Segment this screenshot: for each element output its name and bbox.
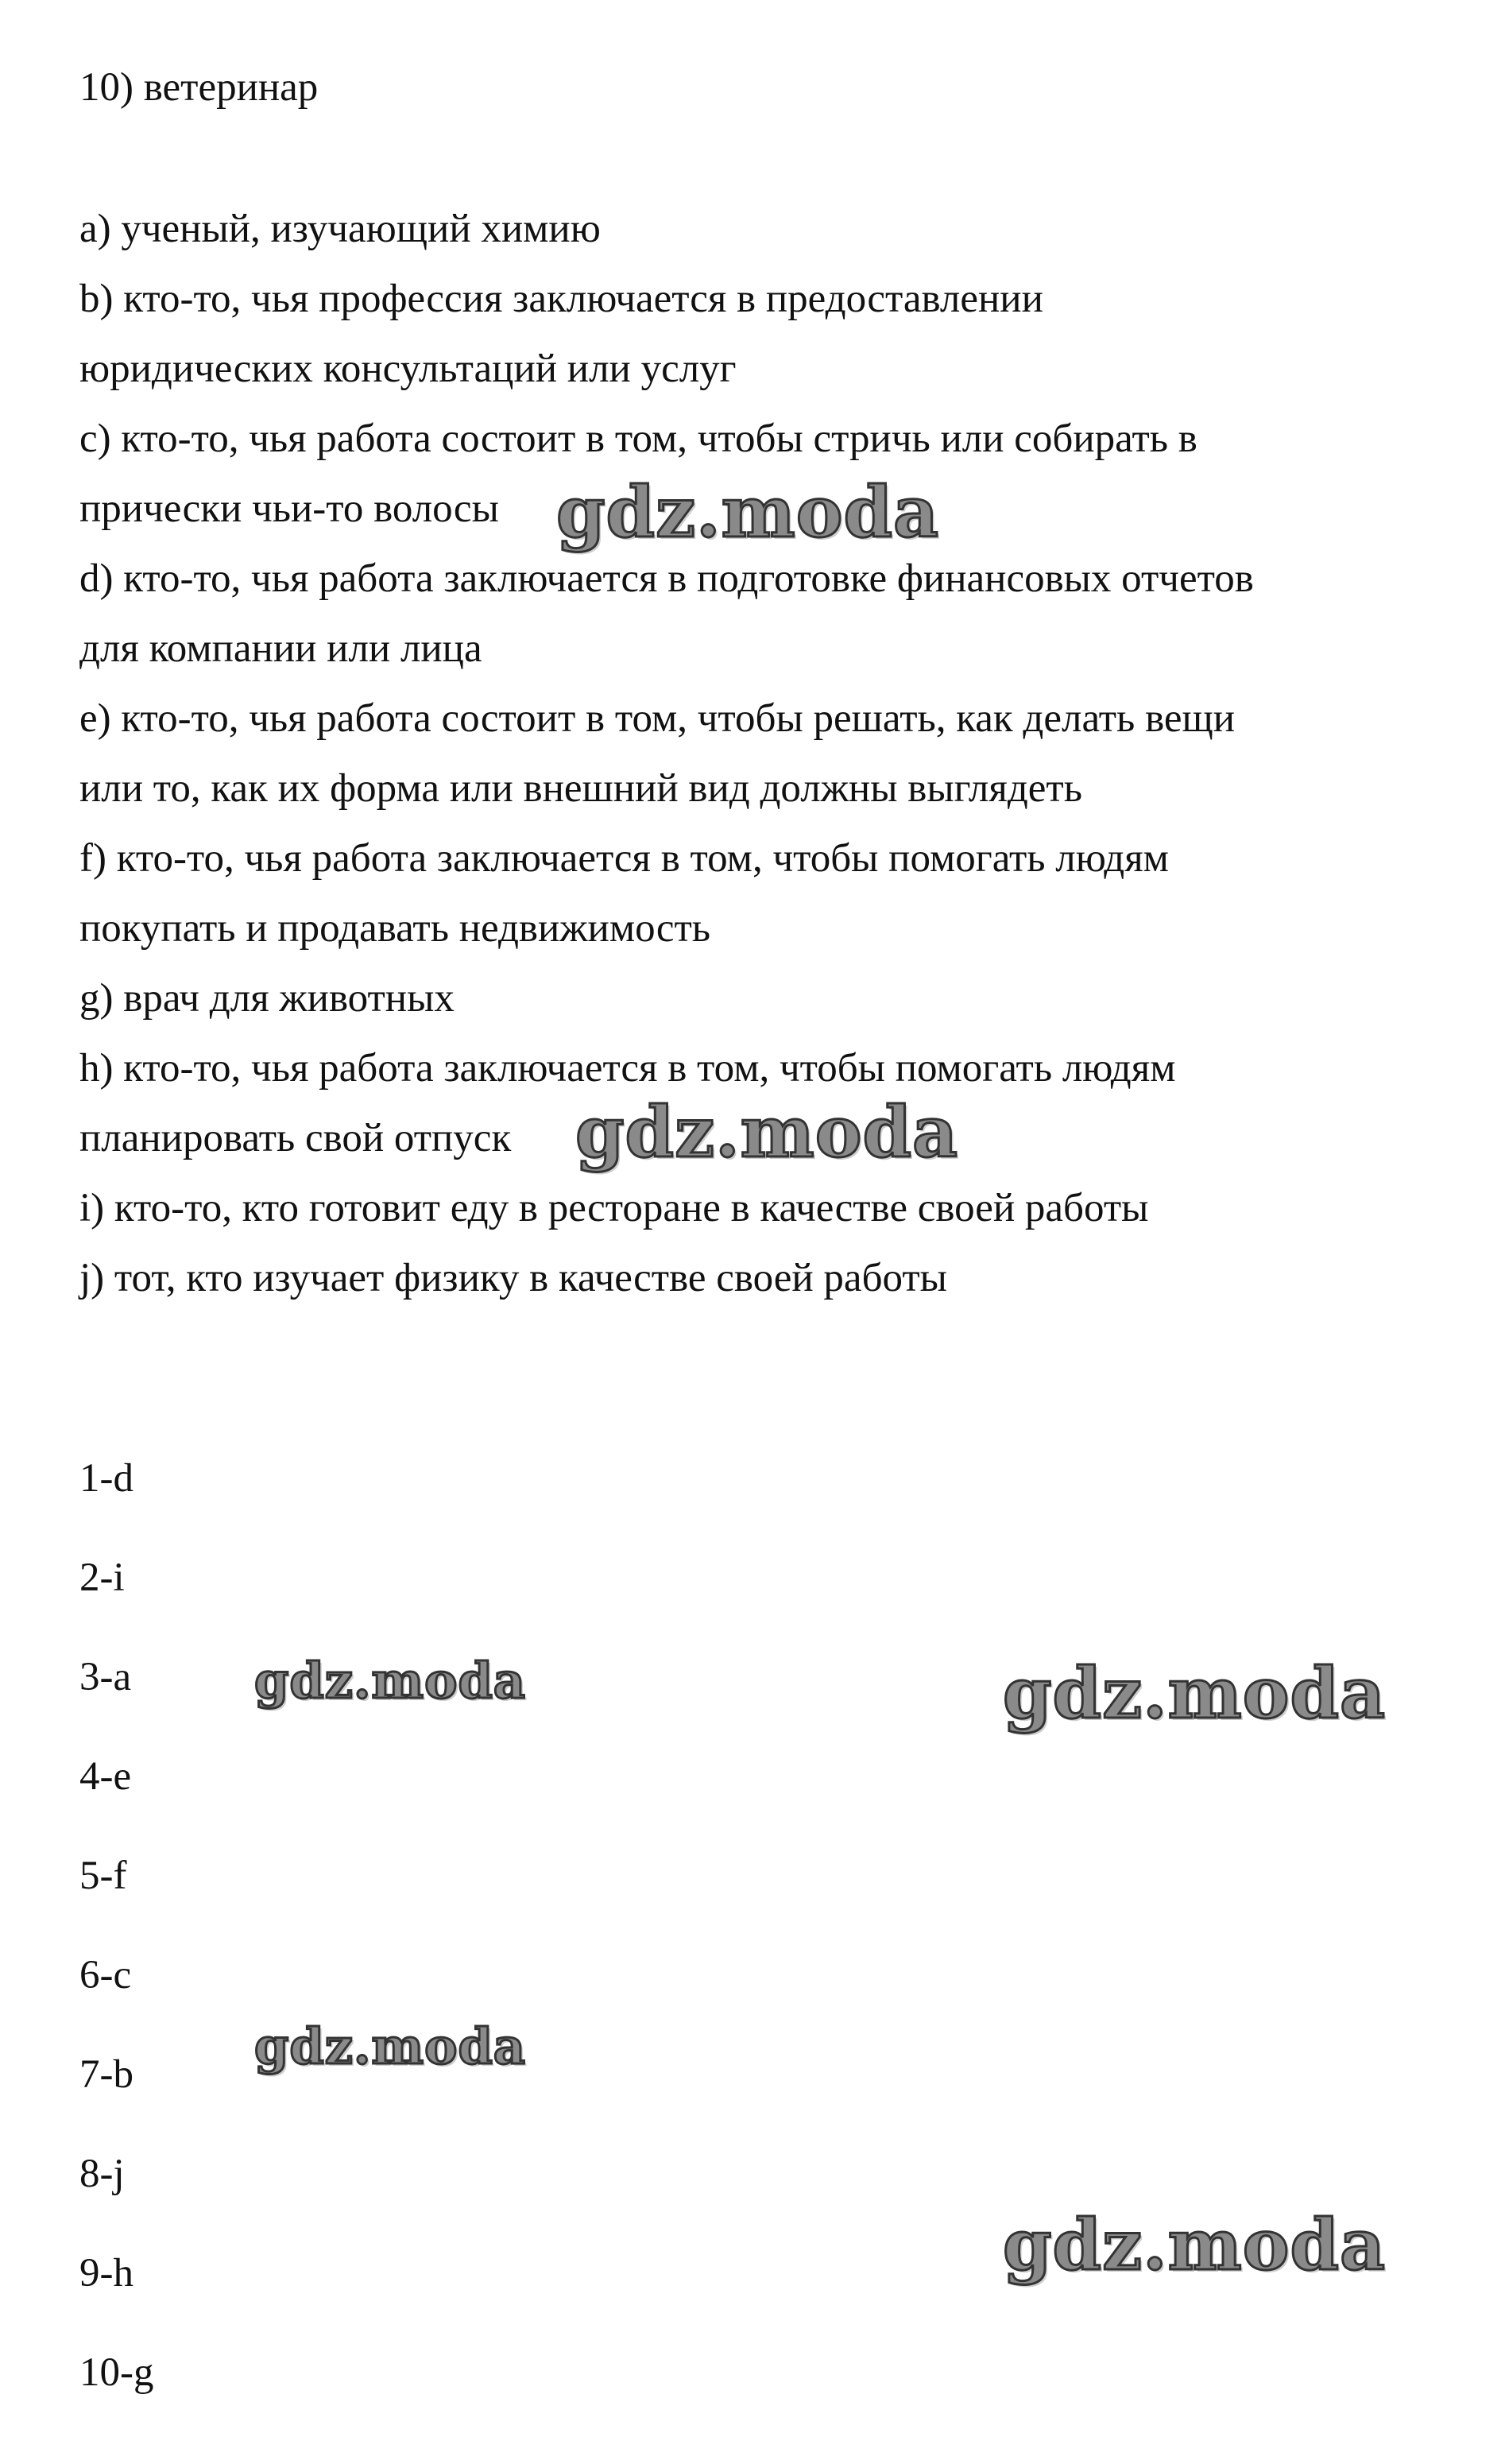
answer-item: 1-d bbox=[79, 1456, 133, 1501]
definition-line: d) кто-то, чья работа заключается в подготовке финансовых отчетов bbox=[79, 556, 1254, 601]
definition-line: h) кто-то, чья работа заключается в том, чтобы помогать людям bbox=[79, 1046, 1176, 1091]
answer-item: 4-e bbox=[79, 1754, 132, 1799]
definition-line: покупать и продавать недвижимость bbox=[79, 906, 711, 951]
definition-line: a) ученый, изучающий химию bbox=[79, 207, 601, 251]
definition-line: f) кто-то, чья работа заключается в том, чтобы помогать людям bbox=[79, 836, 1169, 881]
answer-item: 10-g bbox=[79, 2350, 154, 2395]
definition-line: для компании или лица bbox=[79, 626, 482, 671]
definition-line: j) тот, кто изучает физику в качестве своей работы bbox=[79, 1256, 947, 1300]
watermark-logo: gdz.moda bbox=[1003, 2203, 1387, 2286]
definition-line: планировать свой отпуск bbox=[79, 1116, 512, 1160]
definition-line: g) врач для животных bbox=[79, 976, 455, 1021]
answer-item: 3-a bbox=[79, 1655, 132, 1699]
watermark-logo: gdz.moda bbox=[575, 1091, 959, 1173]
watermark-logo: gdz.moda bbox=[254, 2017, 526, 2075]
answer-item: 2-i bbox=[79, 1555, 125, 1600]
watermark-logo: gdz.moda bbox=[254, 1652, 526, 1710]
answer-item: 6-c bbox=[79, 1953, 132, 1997]
definition-line: юридических консультаций или услуг bbox=[79, 347, 737, 391]
watermark-logo: gdz.moda bbox=[1003, 1652, 1387, 1734]
header-line: 10) ветеринар bbox=[79, 65, 319, 110]
definition-line: e) кто-то, чья работа состоит в том, чтобы решать, как делать вещи bbox=[79, 696, 1236, 741]
definition-line: b) кто-то, чья профессия заключается в предоставлении bbox=[79, 277, 1043, 321]
definition-line: i) кто-то, кто готовит еду в ресторане в качестве своей работы bbox=[79, 1186, 1149, 1230]
definition-line: c) кто-то, чья работа состоит в том, чтобы стричь или собирать в bbox=[79, 416, 1197, 461]
answer-item: 9-h bbox=[79, 2251, 133, 2295]
answer-item: 7-b bbox=[79, 2052, 133, 2097]
definition-line: прически чьи-то волосы bbox=[79, 486, 499, 531]
answer-item: 5-f bbox=[79, 1854, 127, 1898]
definition-line: или то, как их форма или внешний вид должны выглядеть bbox=[79, 766, 1082, 811]
watermark-logo: gdz.moda bbox=[556, 471, 940, 553]
answer-item: 8-j bbox=[79, 2152, 125, 2196]
